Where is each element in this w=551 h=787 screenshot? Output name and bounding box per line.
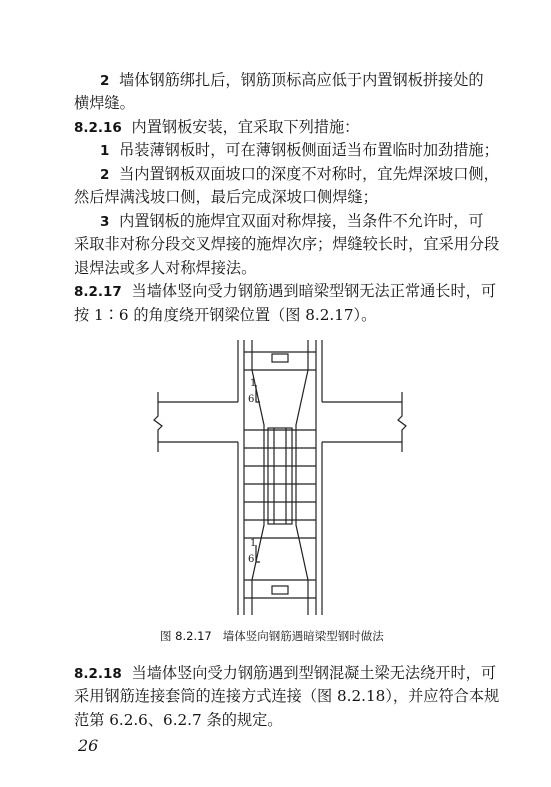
cranked-rebar-right xyxy=(296,370,308,580)
text-line-6: 然后焊满浅坡口侧，最后完成深坡口侧焊缝； xyxy=(74,188,378,206)
clause-8-2-17: 8.2.17 当墙体竖向受力钢筋遇到暗梁型钢无法正常通长时，可 xyxy=(74,282,496,300)
text-line-4: 1 吊装薄钢板时，可在薄钢板侧面适当布置临时加劲措施； xyxy=(100,141,499,159)
text-line-14: 范第 6.2.6、6.2.7 条的规定。 xyxy=(74,711,283,729)
text-line-1: 2 墙体钢筋绑扎后，钢筋顶标高应低于内置钢板拼接处的 xyxy=(100,71,484,89)
clause-8-2-18: 8.2.18 当墙体竖向受力钢筋遇到型钢混凝土梁无法绕开时，可 xyxy=(74,664,496,682)
slope-label-run-upper: 6 xyxy=(248,394,255,405)
text-line-8: 采取非对称分段交叉焊接的施焊次序；焊缝较长时，宜采用分段 xyxy=(74,235,500,253)
break-mark-right xyxy=(398,392,406,452)
text-line-7: 3 内置钢板的施焊宜双面对称焊接，当条件不允许时，可 xyxy=(100,212,484,230)
text-line-9: 退焊法或多人对称焊接法。 xyxy=(74,259,257,277)
figure-caption: 图 8.2.17 墙体竖向钢筋遇暗梁型钢时做法 xyxy=(160,629,384,643)
text-line-2: 横焊缝。 xyxy=(74,94,135,112)
clause-8-2-16: 8.2.16 内置钢板安装，宜采取下列措施： xyxy=(74,118,360,136)
break-mark-left xyxy=(154,392,162,452)
figure-8-2-17-diagram xyxy=(150,330,410,620)
top-plate xyxy=(272,354,288,362)
slope-label-rise-upper: 1 xyxy=(250,378,257,389)
slope-label-rise-lower: 1 xyxy=(250,538,257,549)
slope-label-run-lower: 6 xyxy=(248,554,255,565)
page-number: 26 xyxy=(78,736,99,755)
bottom-plate xyxy=(272,586,288,594)
text-line-5: 2 当内置钢板双面坡口的深度不对称时，宜先焊深坡口侧， xyxy=(100,165,499,183)
text-line-11: 按 1∶6 的角度绕开钢梁位置（图 8.2.17）。 xyxy=(74,306,377,324)
steel-beam-web xyxy=(268,428,292,524)
text-line-13: 采用钢筋连接套筒的连接方式连接（图 8.2.18），并应符合本规 xyxy=(74,687,500,705)
